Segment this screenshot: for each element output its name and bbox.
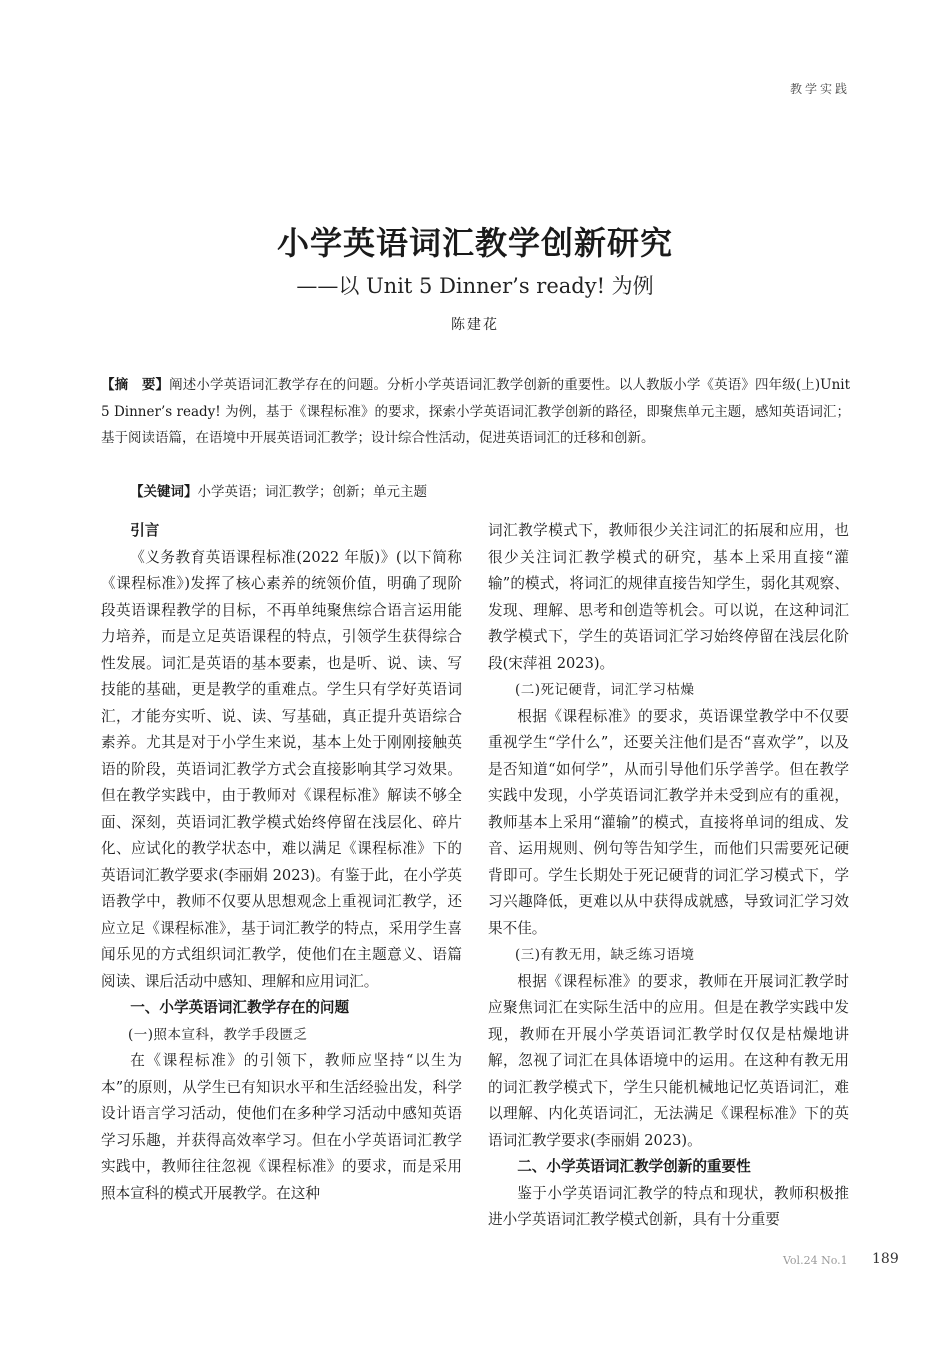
abstract: [101, 372, 850, 452]
section-1-2-heading: (二)死记硬背，词汇学习枯燥: [515, 682, 695, 698]
section-1-1-paragraph-continued: 词汇教学模式下，教师很少关注词汇的拓展和应用，也很少关注词汇教学模式的研究，基本上采用直接“灌输”的模式，将词汇的规律直接告知学生，弱化其观察、发现、理解、思考和创造等机会。可以说，在这种词汇教学模式下，学生的英语词汇学习始终停留在浅层化阶段(宋萍祖 2023)。: [488, 522, 849, 672]
keywords: [130, 479, 850, 505]
article-subtitle: ——以 Unit 5 Dinner’s ready! 为例: [296, 274, 654, 298]
volume-number: Vol.24 No.1: [783, 1254, 848, 1267]
section-1-3-heading: (三)有教无用，缺乏练习语境: [515, 947, 695, 963]
intro-heading: 引言: [130, 522, 160, 539]
abstract-label: 【摘 要】: [101, 377, 170, 393]
left-column: [101, 518, 462, 1207]
section-1-1-paragraph: 在《课程标准》的引领下，教师应坚持“以生为本”的原则，从学生已有知识水平和生活经验出发，科学设计语言学习活动，使他们在多种学习活动中感知英语学习乐趣，并获得高效率学习。但在小学英语词汇教学实践中，教师往往忽视《课程标准》的要求，而是采用照本宣科的模式开展教学。在这种: [101, 1052, 462, 1202]
intro-paragraph: 《义务教育英语课程标准(2022 年版)》(以下简称《课程标准》)发挥了核心素养的统领价值，明确了现阶段英语课程教学的目标，不再单纯聚焦综合语言运用能力培养，而是立足英语课程的特点，引领学生获得综合性发展。词汇是英语的基本要素，也是听、说、读、写技能的基础，更是教学的重难点。学生只有学好英语词汇，才能夯实听、说、读、写基础，真正提升英语综合素养。尤其是对于小学生来说，基本上处于刚刚接触英语的阶段，英语词汇教学方式会直接影响其学习效果。但在教学实践中，由于教师对《课程标准》解读不够全面、深刻，英语词汇教学模式始终停留在浅层化、碎片化、应试化的教学状态中，难以满足《课程标准》下的英语词汇教学要求(李丽娟 2023)。有鉴于此，在小学英语教学中，教师不仅要从思想观念上重视词汇教学，还应立足《课程标准》，基于词汇教学的特点，采用学生喜闻乐见的方式组织词汇教学，使他们在主题意义、语篇阅读、课后活动中感知、理解和应用词汇。: [101, 548, 462, 990]
section-2-heading: 二、小学英语词汇教学创新的重要性: [517, 1158, 751, 1175]
section-1-heading: 一、小学英语词汇教学存在的问题: [130, 999, 350, 1016]
keywords-label: 【关键词】: [130, 484, 198, 500]
right-column: [488, 518, 849, 1234]
journal-section-label: 教学实践: [789, 82, 850, 96]
article-title: 小学英语词汇教学创新研究: [276, 224, 673, 262]
section-1-2-paragraph: 根据《课程标准》的要求，英语课堂教学中不仅要重视学生“学什么”，还要关注他们是否“喜欢学”，以及是否知道“如何学”，从而引导他们乐学善学。但在教学实践中发现，小学英语词汇教学并未受到应有的重视，教师基本上采用“灌输”的模式，直接将单词的组成、发音、运用规则、例句等告知学生，而他们只需要死记硬背即可。学生长期处于死记硬背的词汇学习模式下，学习兴趣降低，更难以从中获得成就感，导致词汇学习效果不佳。: [488, 707, 849, 937]
page-number: 189: [872, 1251, 899, 1267]
section-2-paragraph: 鉴于小学英语词汇教学的特点和现状，教师积极推进小学英语词汇教学模式创新，具有十分重要: [488, 1184, 849, 1228]
article-author: 陈建花: [451, 317, 499, 333]
section-1-1-heading: (一)照本宣科，教学手段匮乏: [128, 1026, 308, 1043]
section-1-3-paragraph: 根据《课程标准》的要求，教师在开展词汇教学时应聚焦词汇在实际生活中的应用。但是在教学实践中发现，教师在开展小学英语词汇教学时仅仅是枯燥地讲解，忽视了词汇在具体语境中的运用。在这种有教无用的词汇教学模式下，学生只能机械地记忆英语词汇，难以理解、内化英语词汇，无法满足《课程标准》下的英语词汇教学要求(李丽娟 2023)。: [488, 972, 849, 1149]
abstract-text: 阐述小学英语词汇教学存在的问题。分析小学英语词汇教学创新的重要性。以人教版小学《英语》四年级(上)Unit 5 Dinner’s ready! 为例，基于《课程标准》的要求，探索小学英语词汇教学创新的路径，即聚焦单元主题，感知英语词汇；基于阅读语篇，在语境中开展英语词汇教学；设计综合性活动，促进英语词汇的迁移和创新。: [101, 377, 851, 446]
keywords-text: 小学英语；词汇教学；创新；单元主题: [197, 484, 427, 500]
